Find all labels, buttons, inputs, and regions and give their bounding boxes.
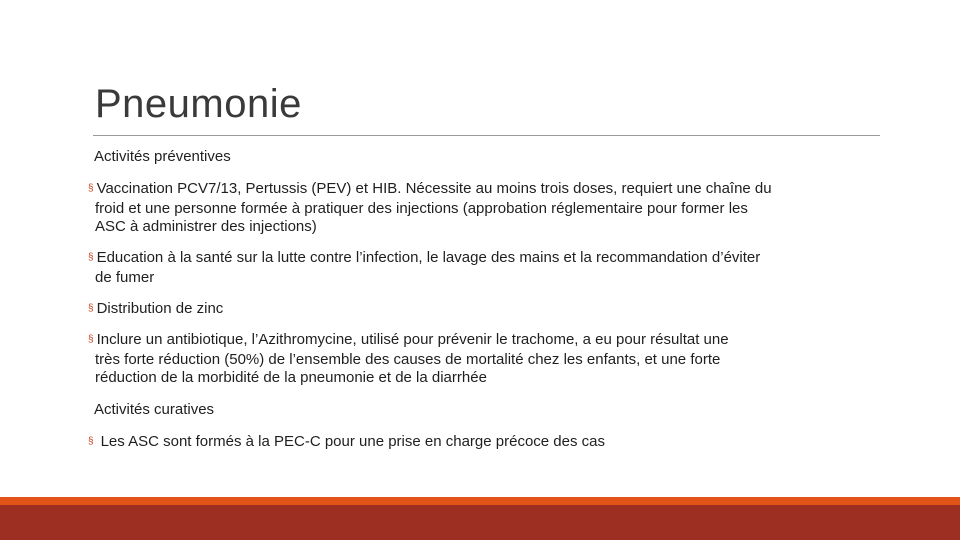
section-heading-preventive: Activités préventives — [94, 148, 231, 165]
bullet-line: Les ASC sont formés à la PEC-C pour une prise en charge précoce des cas — [100, 433, 605, 450]
bullet-line: de fumer — [95, 269, 155, 286]
title-divider — [93, 135, 880, 136]
bullet-marker-icon: § — [88, 303, 94, 314]
footer-band — [0, 505, 960, 540]
bullet-item-azithromycine — [88, 331, 888, 387]
bullet-marker-icon: § — [88, 334, 94, 345]
bullet-line: ASC à administrer des injections) — [95, 218, 317, 235]
bullet-item-zinc — [88, 300, 888, 320]
bullet-marker-icon: § — [88, 183, 94, 194]
bullet-line: Distribution de zinc — [96, 300, 224, 317]
bullet-line: Education à la santé sur la lutte contre l’infection, le lavage des mains et la recommandation d’éviter — [96, 249, 761, 266]
bullet-line: froid et une personne formée à pratiquer des injections (approbation réglementaire pour former les — [95, 200, 748, 217]
bullet-marker-icon: § — [88, 436, 94, 447]
section-heading-curative: Activités curatives — [94, 401, 215, 418]
bullet-item-education — [88, 249, 888, 287]
bullet-line: réduction de la morbidité de la pneumonie et de la diarrhée — [95, 369, 487, 386]
bullet-marker-icon: § — [88, 252, 94, 263]
bullet-line: Vaccination PCV7/13, Pertussis (PEV) et HIB. Nécessite au moins trois doses, requiert une chaîne du — [96, 180, 772, 197]
bullet-line: très forte réduction (50%) de l’ensemble des causes de mortalité chez les enfants, et une forte — [95, 351, 721, 368]
slide-title: Pneumonie — [95, 82, 302, 126]
bullet-line: Inclure un antibiotique, l’Azithromycine, utilisé pour prévenir le trachome, a eu pour résultat une — [96, 331, 729, 348]
footer-accent-bar — [0, 497, 960, 505]
bullet-item-asc — [88, 433, 888, 453]
bullet-item-vaccination — [88, 180, 888, 236]
